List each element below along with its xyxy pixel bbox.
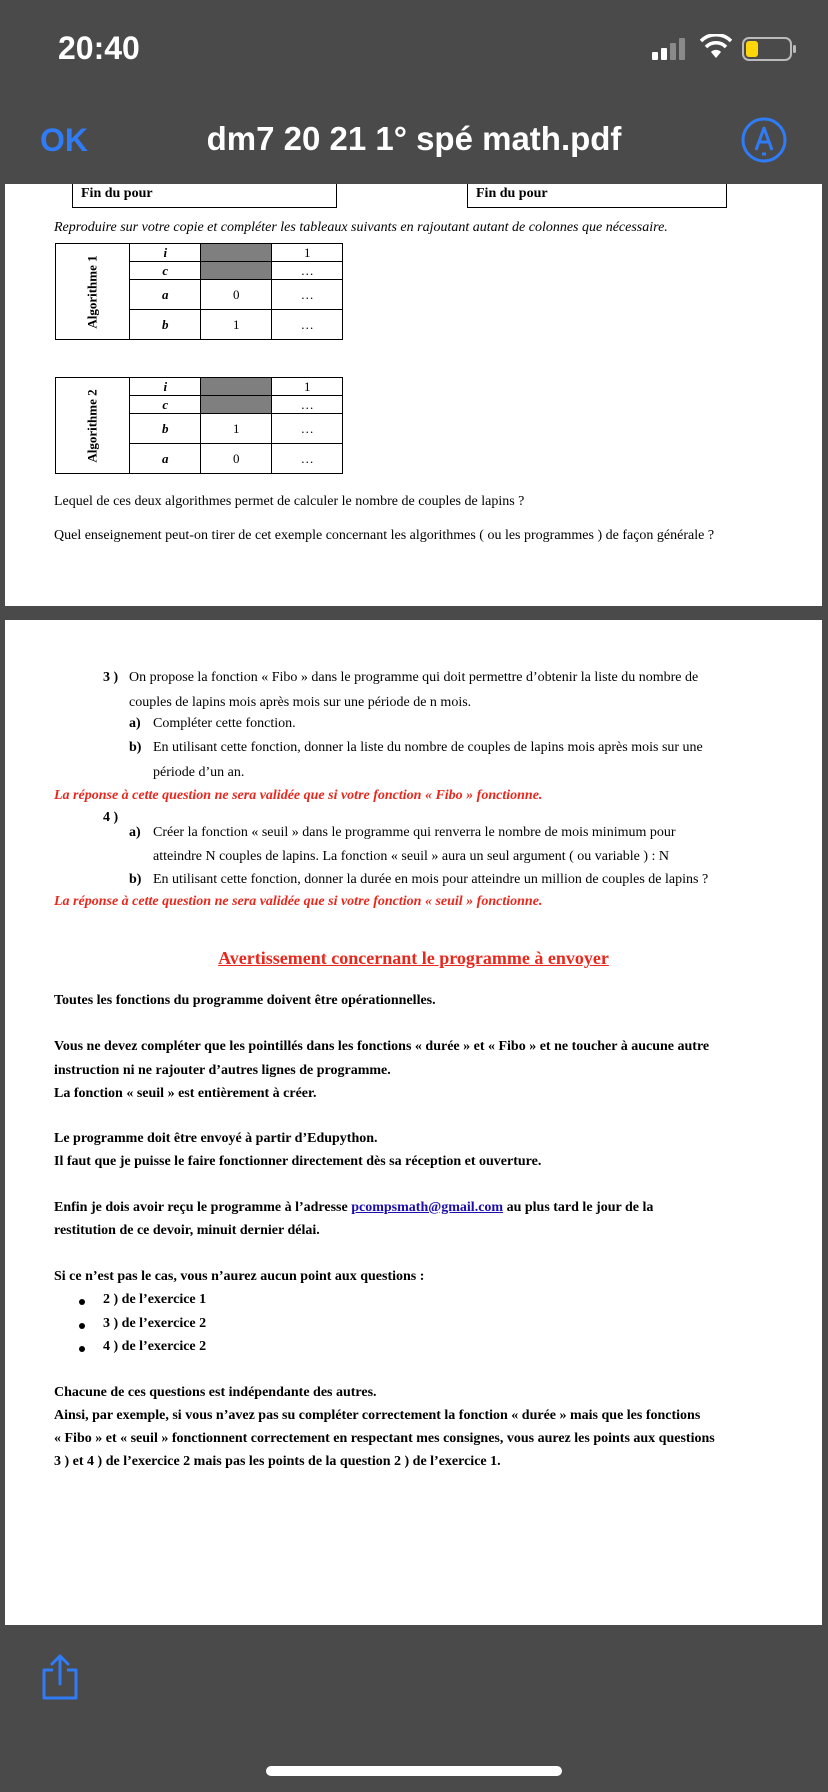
paragraph-line: « Fibo » et « seuil » fonctionnent correctement en respectant mes consignes, vous aurez les points aux questions (54, 1431, 715, 1446)
question-number: 4 ) (103, 810, 119, 825)
table-cell: … (272, 444, 343, 474)
share-icon[interactable] (40, 1654, 80, 1700)
question-text: Quel enseignement peut-on tirer de cet exemple concernant les algorithmes ( ou les programmes ) de façon générale ? (54, 528, 715, 543)
paragraph-line: 3 ) et 4 ) de l’exercice 2 mais pas les points de la question 2 ) de l’exercice 1. (54, 1454, 501, 1469)
question-text: Compléter cette fonction. (153, 716, 296, 731)
table-cell: 1 (272, 378, 343, 396)
status-bar (0, 0, 828, 100)
battery-icon (742, 36, 798, 62)
algorithm-1-label: Algorithme 1 (56, 244, 130, 340)
markup-icon[interactable] (740, 116, 788, 164)
table-cell: 0 (201, 444, 272, 474)
bullet-dot (79, 1299, 85, 1305)
text-span: au plus tard le jour de la (506, 1200, 654, 1215)
table-cell: … (272, 280, 343, 310)
list-item: 3 ) de l’exercice 2 (103, 1316, 207, 1331)
text-span: Enfin je dois avoir reçu le programme à l’adresse (54, 1200, 348, 1215)
table-cell: … (272, 310, 343, 340)
fin-du-pour-left: Fin du pour (72, 184, 337, 208)
paragraph-line: restitution de ce devoir, minuit dernier délai. (54, 1223, 320, 1238)
paragraph-line: Toutes les fonctions du programme doivent être opérationnelles. (54, 993, 436, 1008)
table-cell: … (272, 396, 343, 414)
paragraph-line: La fonction « seuil » est entièrement à créer. (54, 1086, 317, 1101)
paragraph-line: Le programme doit être envoyé à partir d’Edupython. (54, 1131, 378, 1146)
table-cell: a (130, 444, 201, 474)
wifi-icon (700, 34, 732, 60)
document-title: dm7 20 21 1° spé math.pdf (206, 120, 622, 157)
navigation-bar (0, 100, 828, 184)
list-item: 2 ) de l’exercice 1 (103, 1292, 207, 1307)
table-cell (201, 396, 272, 414)
question-text: Créer la fonction « seuil » dans le programme qui renverra le nombre de mois minimum pour (153, 825, 676, 840)
question-text: En utilisant cette fonction, donner la durée en mois pour atteindre un million de couples de lapins ? (153, 872, 709, 887)
ok-button[interactable]: OK (40, 122, 88, 158)
table-cell: i (130, 378, 201, 396)
cellular-signal-icon (652, 38, 688, 60)
table-cell (201, 244, 272, 262)
table-cell: a (130, 280, 201, 310)
question-text: En utilisant cette fonction, donner la liste du nombre de couples de lapins mois après mois sur une (153, 740, 703, 755)
paragraph-line: instruction ni ne rajouter d’autres lignes de programme. (54, 1063, 391, 1078)
home-indicator[interactable] (266, 1766, 562, 1776)
question-text: On propose la fonction « Fibo » dans le programme qui doit permettre d’obtenir la liste du nombre de (129, 670, 699, 685)
question-number: 3 ) (103, 670, 119, 685)
sub-question-label: a) (129, 716, 141, 731)
paragraph-line: Chacune de ces questions est indépendante des autres. (54, 1385, 377, 1400)
instruction-text: Reproduire sur votre copie et compléter les tableaux suivants en rajoutant autant de colonnes que nécessaire. (54, 220, 668, 235)
status-time: 20:40 (58, 30, 140, 66)
paragraph-line: Il faut que je puisse le faire fonctionner directement dès sa réception et ouverture. (54, 1154, 542, 1169)
question-text: Lequel de ces deux algorithmes permet de calculer le nombre de couples de lapins ? (54, 494, 525, 509)
sub-question-label: a) (129, 825, 141, 840)
table-cell: 1 (272, 244, 343, 262)
question-text: période d’un an. (153, 765, 245, 780)
algorithm-2-label: Algorithme 2 (56, 378, 130, 474)
table-cell: 1 (201, 310, 272, 340)
email-link[interactable]: pcompsmath@gmail.com (351, 1200, 504, 1215)
table-cell: 0 (201, 280, 272, 310)
table-cell: b (130, 414, 201, 444)
warning-note: La réponse à cette question ne sera validée que si votre fonction « Fibo » fonctionne. (54, 788, 543, 803)
sub-question-label: b) (129, 740, 142, 755)
table-cell (201, 262, 272, 280)
table-cell: … (272, 414, 343, 444)
warning-note: La réponse à cette question ne sera validée que si votre fonction « seuil » fonctionne. (54, 894, 543, 909)
table-cell: … (272, 262, 343, 280)
question-text: atteindre N couples de lapins. La fonction « seuil » aura un seul argument ( ou variable ) : N (153, 849, 670, 864)
table-cell: 1 (201, 414, 272, 444)
pdf-page-2 (5, 620, 822, 1625)
algorithm-1-table (55, 243, 343, 340)
pdf-page-1 (5, 184, 822, 606)
bullet-dot (79, 1323, 85, 1329)
table-cell: i (130, 244, 201, 262)
bullet-dot (79, 1346, 85, 1352)
table-cell: c (130, 262, 201, 280)
algorithm-2-table (55, 377, 343, 474)
paragraph-line (54, 1200, 653, 1216)
fin-du-pour-right: Fin du pour (467, 184, 727, 208)
question-text: couples de lapins mois après mois sur une période de n mois. (129, 695, 472, 710)
paragraph-line: Si ce n’est pas le cas, vous n’aurez aucun point aux questions : (54, 1269, 425, 1284)
paragraph-line: Ainsi, par exemple, si vous n’avez pas su compléter correctement la fonction « durée » mais que les fonctions (54, 1408, 701, 1423)
table-cell (201, 378, 272, 396)
paragraph-line: Vous ne devez compléter que les pointillés dans les fonctions « durée » et « Fibo » et ne toucher à aucune autre (54, 1039, 710, 1054)
sub-question-label: b) (129, 872, 142, 887)
table-cell: b (130, 310, 201, 340)
table-cell: c (130, 396, 201, 414)
warning-title: Avertissement concernant le programme à envoyer (218, 948, 609, 968)
list-item: 4 ) de l’exercice 2 (103, 1339, 207, 1354)
